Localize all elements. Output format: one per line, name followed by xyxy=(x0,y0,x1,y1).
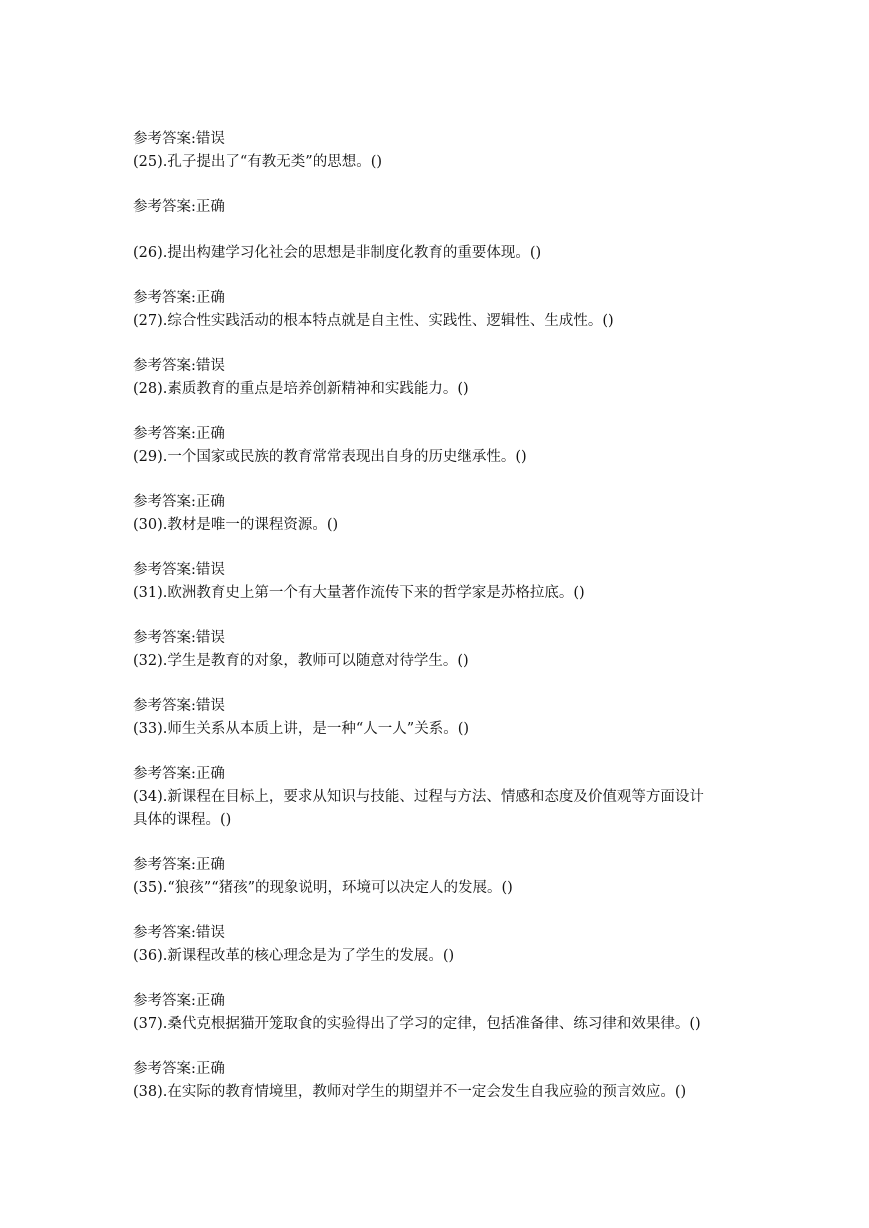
question-34: (34).新课程在目标上，要求从知识与技能、过程与方法、情感和态度及价值观等方面设计 xyxy=(133,789,704,805)
answer-line: 参考答案:正确 xyxy=(133,290,225,306)
question-29: (29).一个国家或民族的教育常常表现出自身的历史继承性。() xyxy=(133,449,527,465)
answer-value: 正确 xyxy=(195,494,225,510)
question-26: (26).提出构建学习化社会的思想是非制度化教育的重要体现。() xyxy=(133,245,542,261)
question-34-continued: 具体的课程。() xyxy=(133,812,232,828)
answer-value: 错误 xyxy=(195,925,225,941)
question-36: (36).新课程改革的核心理念是为了学生的发展。() xyxy=(133,948,455,964)
question-38: (38).在实际的教育情境里，教师对学生的期望并不一定会发生自我应验的预言效应。() xyxy=(133,1084,687,1100)
question-30: (30).教材是唯一的课程资源。() xyxy=(133,517,339,533)
answer-value: 正确 xyxy=(195,857,225,873)
answer-value: 错误 xyxy=(195,562,225,578)
question-32: (32).学生是教育的对象，教师可以随意对待学生。() xyxy=(133,653,469,669)
answer-value: 正确 xyxy=(195,766,225,782)
answer-line: 参考答案:错误 xyxy=(133,698,225,714)
answer-line: 参考答案:正确 xyxy=(133,199,225,215)
answer-line: 参考答案:错误 xyxy=(133,630,225,646)
answer-value: 正确 xyxy=(195,1061,225,1077)
question-37: (37).桑代克根据猫开笼取食的实验得出了学习的定律，包括准备律、练习律和效果律。() xyxy=(133,1016,701,1032)
answer-line: 参考答案:正确 xyxy=(133,857,225,873)
question-33: (33).师生关系从本质上讲，是一种“人一人”关系。() xyxy=(133,721,470,737)
answer-value: 正确 xyxy=(195,993,225,1009)
answer-value: 正确 xyxy=(195,290,225,306)
answer-line: 参考答案:错误 xyxy=(133,131,225,147)
answer-value: 正确 xyxy=(195,426,225,442)
question-27: (27).综合性实践活动的根本特点就是自主性、实践性、逻辑性、生成性。() xyxy=(133,313,614,329)
answer-value: 错误 xyxy=(195,131,225,147)
question-28: (28).素质教育的重点是培养创新精神和实践能力。() xyxy=(133,381,469,397)
answer-value: 错误 xyxy=(195,358,225,374)
answer-line: 参考答案:正确 xyxy=(133,1061,225,1077)
answer-line: 参考答案:正确 xyxy=(133,426,225,442)
answer-value: 错误 xyxy=(195,630,225,646)
answer-value: 错误 xyxy=(195,698,225,714)
answer-line: 参考答案:错误 xyxy=(133,925,225,941)
answer-value: 正确 xyxy=(195,199,225,215)
question-31: (31).欧洲教育史上第一个有大量著作流传下来的哲学家是苏格拉底。() xyxy=(133,585,585,601)
question-35: (35).“狼孩”“猪孩”的现象说明，环境可以决定人的发展。() xyxy=(133,880,513,896)
answer-line: 参考答案:错误 xyxy=(133,358,225,374)
answer-line: 参考答案:正确 xyxy=(133,993,225,1009)
answer-line: 参考答案:错误 xyxy=(133,562,225,578)
answer-line: 参考答案:正确 xyxy=(133,766,225,782)
answer-line: 参考答案:正确 xyxy=(133,494,225,510)
question-25: (25).孔子提出了“有教无类”的思想。() xyxy=(133,154,383,170)
